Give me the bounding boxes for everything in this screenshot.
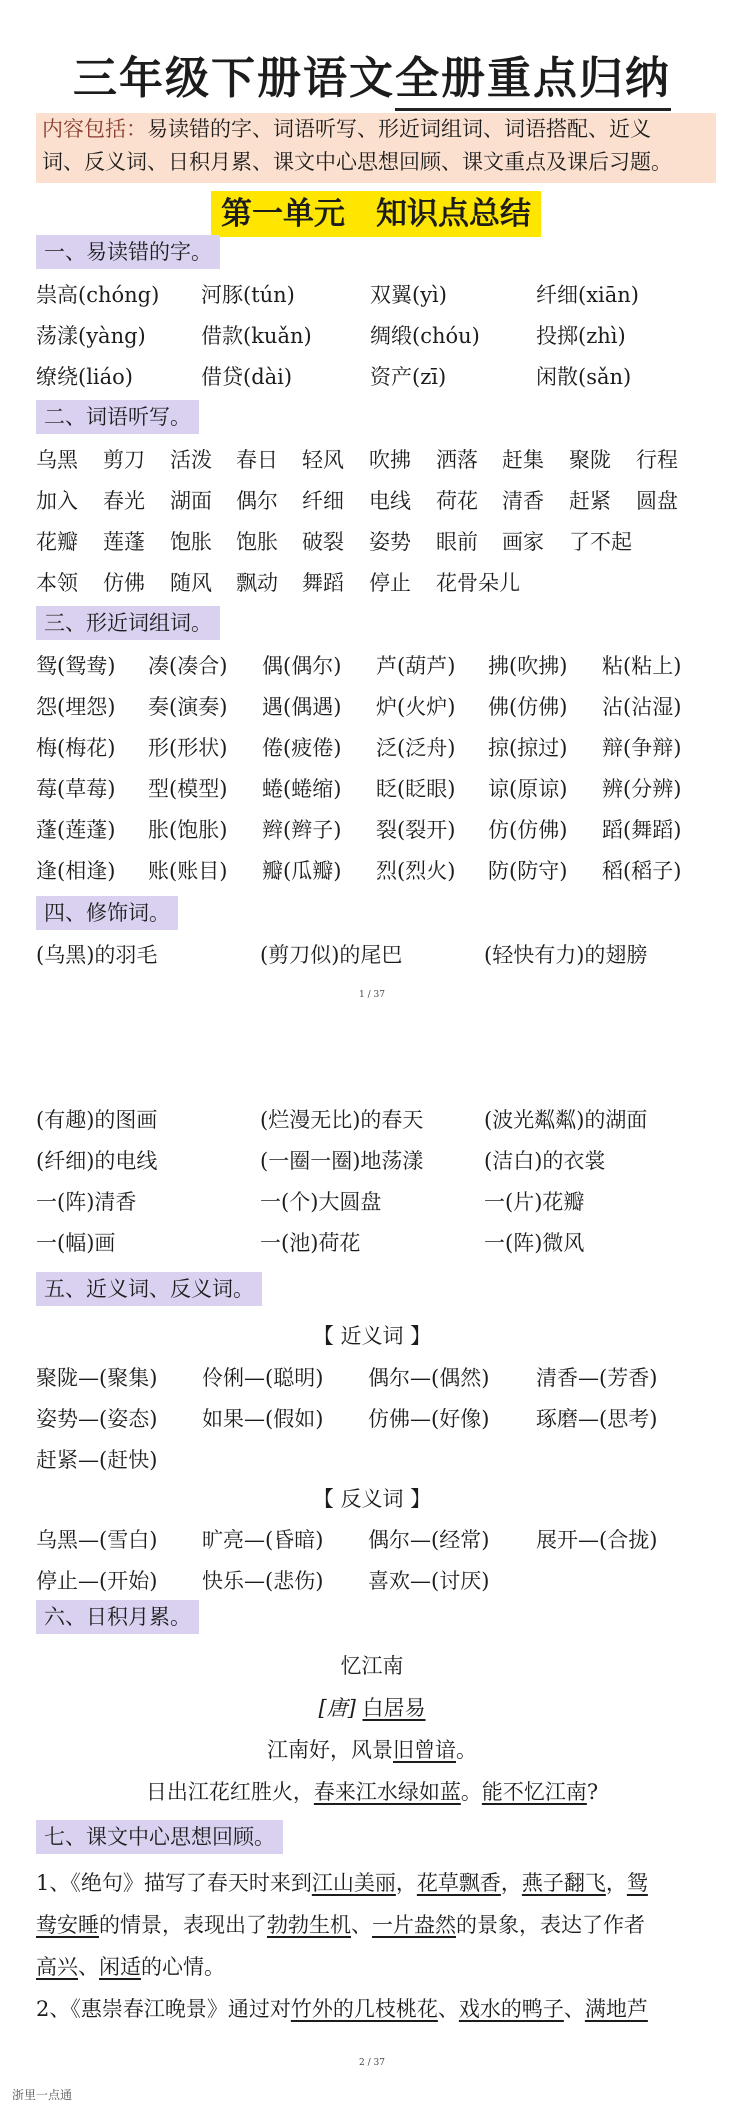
summary-text: 2、《惠崇春江晚景》通过对 (36, 1997, 291, 2021)
synonym-row (36, 1405, 716, 1433)
similar-word: 烈(烈火) (376, 859, 456, 883)
summary-text: 的心情。 (141, 1955, 225, 1979)
dictation-word: 花瓣 (36, 530, 78, 554)
synonym-pair: 清香—(芳香) (536, 1366, 658, 1390)
similar-word: 遇(偶遇) (262, 695, 342, 719)
pinyin-row (36, 281, 716, 309)
similar-word: 倦(疲倦) (262, 736, 342, 760)
poem-text: 日出江花红胜火， (145, 1780, 314, 1804)
summary-underlined: 竹外的几枝桃花 (290, 1997, 438, 2021)
synonym-pair: 伶俐—(聪明) (202, 1366, 324, 1390)
antonym-pair: 旷亮—(昏暗) (202, 1528, 324, 1552)
modifier-phrase: 一(池)荷花 (260, 1231, 361, 1255)
summary-text: ， (605, 1871, 627, 1895)
modifier-phrase: 一(幅)画 (36, 1231, 116, 1255)
dictation-word: 停止 (369, 571, 411, 595)
summary-text: 的情景，表现出了 (99, 1913, 267, 1937)
modifier-phrase: (乌黑)的羽毛 (36, 943, 158, 967)
summary-line (36, 1988, 716, 2030)
dictation-word: 饱胀 (170, 530, 212, 554)
intro-line2: 词、反义词、日积月累、课文中心思想回顾、课文重点及课后习题。 (42, 150, 672, 174)
pinyin-row (36, 363, 716, 391)
summary-line (36, 1862, 716, 1904)
section-heading-2: 二、词语听写。 (36, 400, 199, 434)
similar-word: 掠(掠过) (488, 736, 568, 760)
dictation-word: 偶尔 (236, 489, 278, 513)
antonym-pair: 偶尔—(经常) (368, 1528, 490, 1552)
similar-word: 胀(饱胀) (148, 818, 228, 842)
dictation-word: 姿势 (369, 530, 411, 554)
dictation-word: 随风 (170, 571, 212, 595)
antonym-pair: 停止—(开始) (36, 1569, 158, 1593)
dictation-word: 洒落 (436, 448, 478, 472)
dictation-word: 破裂 (302, 530, 344, 554)
poem-underlined: 旧曾谙 (393, 1738, 456, 1762)
pinyin-row (36, 322, 716, 350)
antonym-row (36, 1567, 716, 1595)
similar-row (36, 816, 716, 844)
similar-word: 辫(辫子) (262, 818, 342, 842)
similar-word: 形(形状) (148, 736, 228, 760)
summary-underlined: 满地芦 (584, 1997, 648, 2021)
similar-word: 炉(火炉) (376, 695, 456, 719)
section-heading-4: 四、修饰词。 (36, 896, 178, 930)
dictation-word: 飘动 (236, 571, 278, 595)
similar-row (36, 857, 716, 885)
poem-text: ? (586, 1780, 599, 1804)
section-heading-5: 五、近义词、反义词。 (36, 1272, 262, 1306)
summary-underlined: 鸯安睡 (36, 1913, 99, 1937)
similar-word: 奏(演奏) (148, 695, 228, 719)
dictation-word: 湖面 (170, 489, 212, 513)
similar-word: 梅(梅花) (36, 736, 116, 760)
similar-word: 怨(埋怨) (36, 695, 116, 719)
content-summary-box (36, 113, 716, 183)
similar-word: 蓬(莲蓬) (36, 818, 116, 842)
pinyin-word: 河豚(tún) (201, 283, 295, 307)
title-part-b: 全册重点归纳 (395, 42, 671, 111)
poem-text: 江南好，风景 (267, 1738, 393, 1762)
summary-text: 、 (78, 1955, 99, 1979)
modifier-row (36, 941, 716, 969)
poem-byline (0, 1692, 744, 1722)
page-number-1: 1 / 37 (359, 990, 385, 1000)
dictation-row (36, 446, 716, 474)
similar-word: 鸳(鸳鸯) (36, 654, 116, 678)
section-heading-6: 六、日积月累。 (36, 1600, 199, 1634)
similar-word: 泛(泛舟) (376, 736, 456, 760)
synonym-row (36, 1364, 716, 1392)
poem-text: 。 (460, 1780, 482, 1804)
similar-word: 沾(沾湿) (602, 695, 682, 719)
synonym-pair: 如果—(假如) (202, 1407, 324, 1431)
poem-underlined: 春来江水绿如蓝 (313, 1780, 461, 1804)
section-heading-7: 七、课文中心思想回顾。 (36, 1820, 283, 1854)
dictation-word: 赶紧 (569, 489, 611, 513)
synonym-pair: 赶紧—(赶快) (36, 1448, 158, 1472)
poem-author: 白居易 (362, 1696, 426, 1720)
dictation-word: 加入 (36, 489, 78, 513)
similar-word: 粘(粘上) (602, 654, 682, 678)
modifier-phrase: (洁白)的衣裳 (484, 1149, 606, 1173)
pinyin-word: 借款(kuǎn) (201, 324, 312, 348)
dictation-word: 荷花 (436, 489, 478, 513)
antonyms-heading: 【 反义词 】 (312, 1487, 432, 1511)
pinyin-word: 缭绕(liáo) (36, 365, 133, 389)
summary-line (36, 1904, 716, 1946)
pinyin-word: 祟高(chóng) (36, 283, 160, 307)
similar-row (36, 693, 716, 721)
pinyin-word: 投掷(zhì) (536, 324, 626, 348)
title-part-a: 三年级下册语文 (73, 53, 395, 104)
summary-text: 、 (437, 1997, 459, 2021)
dictation-word: 莲蓬 (103, 530, 145, 554)
dictation-word: 眼前 (436, 530, 478, 554)
summary-underlined: 戏水的鸭子 (458, 1997, 564, 2021)
unit-banner: 第一单元 知识点总结 (211, 191, 541, 237)
similar-row (36, 652, 716, 680)
modifier-phrase: 一(阵)微风 (484, 1231, 585, 1255)
modifier-phrase: 一(片)花瓣 (484, 1190, 585, 1214)
summary-text: 、 (351, 1913, 372, 1937)
dictation-word: 了不起 (569, 530, 632, 554)
dictation-word: 吹拂 (369, 448, 411, 472)
summary-underlined: 一片盎然 (372, 1913, 456, 1937)
dictation-word: 电线 (369, 489, 411, 513)
modifier-row (36, 1229, 716, 1257)
footer-watermark: 浙里一点通 (12, 2088, 73, 2102)
synonyms-heading: 【 近义词 】 (312, 1324, 432, 1348)
similar-word: 辩(争辩) (602, 736, 682, 760)
synonym-pair: 聚陇—(聚集) (36, 1366, 158, 1390)
dictation-word: 本领 (36, 571, 78, 595)
summary-text: 、 (563, 1997, 585, 2021)
similar-word: 辨(分辨) (602, 777, 682, 801)
antonym-pair: 展开—(合拢) (536, 1528, 658, 1552)
antonym-row (36, 1526, 716, 1554)
section-heading-1: 一、易读错的字。 (36, 235, 220, 269)
antonym-pair: 快乐—(悲伤) (202, 1569, 324, 1593)
dictation-word: 剪刀 (103, 448, 145, 472)
dictation-word: 清香 (502, 489, 544, 513)
modifier-phrase: (烂漫无比)的春天 (260, 1108, 424, 1132)
modifier-row (36, 1106, 716, 1134)
dictation-word: 舞蹈 (302, 571, 344, 595)
similar-word: 芦(葫芦) (376, 654, 456, 678)
poem-underlined: 能不忆江南 (481, 1780, 587, 1804)
modifier-phrase: (一圈一圈)地荡漾 (260, 1149, 424, 1173)
summary-underlined: 燕子翻飞 (521, 1871, 606, 1895)
synonym-pair: 偶尔—(偶然) (368, 1366, 490, 1390)
similar-word: 裂(裂开) (376, 818, 456, 842)
similar-word: 防(防守) (488, 859, 568, 883)
dictation-word: 纤细 (302, 489, 344, 513)
dictation-word: 乌黑 (36, 448, 78, 472)
dictation-word: 花骨朵儿 (436, 571, 520, 595)
intro-line1: 易读错的字、词语听写、形近词组词、词语搭配、近义 (147, 117, 651, 141)
dictation-word: 圆盘 (636, 489, 678, 513)
dictation-word: 赶集 (502, 448, 544, 472)
pinyin-word: 闲散(sǎn) (536, 365, 632, 389)
similar-word: 蜷(蜷缩) (262, 777, 342, 801)
modifier-row (36, 1188, 716, 1216)
modifier-phrase: (轻快有力)的翅膀 (484, 943, 648, 967)
dictation-word: 饱胀 (236, 530, 278, 554)
dictation-word: 画家 (502, 530, 544, 554)
synonym-pair: 姿势—(姿态) (36, 1407, 158, 1431)
modifier-phrase: (有趣)的图画 (36, 1108, 158, 1132)
dictation-word: 聚陇 (569, 448, 611, 472)
similar-word: 佛(仿佛) (488, 695, 568, 719)
synonym-row (36, 1446, 716, 1474)
pinyin-word: 双翼(yì) (370, 283, 447, 307)
pinyin-word: 资产(zī) (370, 365, 447, 389)
section-heading-3: 三、形近词组词。 (36, 606, 220, 640)
dictation-row (36, 569, 716, 597)
poem-dynasty: [唐] (318, 1696, 356, 1720)
similar-row (36, 734, 716, 762)
modifier-phrase: (波光粼粼)的湖面 (484, 1108, 648, 1132)
dictation-row (36, 528, 716, 556)
antonym-pair: 乌黑—(雪白) (36, 1528, 158, 1552)
similar-word: 账(账目) (148, 859, 228, 883)
summary-paragraph-1 (36, 1862, 716, 2030)
summary-line (36, 1946, 716, 1988)
modifier-phrase: (纤细)的电线 (36, 1149, 158, 1173)
dictation-word: 春光 (103, 489, 145, 513)
summary-text: 1、《绝句》描写了春天时来到 (36, 1871, 312, 1895)
synonym-pair: 琢磨—(思考) (536, 1407, 658, 1431)
modifier-phrase: (剪刀似)的尾巴 (260, 943, 403, 967)
similar-word: 稻(稻子) (602, 859, 682, 883)
dictation-word: 春日 (236, 448, 278, 472)
poem-title: 忆江南 (340, 1654, 404, 1678)
intro-label: 内容包括： (42, 117, 147, 141)
summary-text: ， (500, 1871, 522, 1895)
summary-underlined: 花草飘香 (416, 1871, 501, 1895)
similar-word: 仿(仿佛) (488, 818, 568, 842)
poem-text: 。 (456, 1738, 477, 1762)
antonym-pair: 喜欢—(讨厌) (368, 1569, 490, 1593)
pinyin-word: 借贷(dài) (201, 365, 293, 389)
similar-word: 谅(原谅) (488, 777, 568, 801)
page-title (0, 42, 744, 111)
similar-row (36, 775, 716, 803)
dictation-word: 行程 (636, 448, 678, 472)
summary-text: ， (395, 1871, 417, 1895)
modifier-phrase: 一(阵)清香 (36, 1190, 137, 1214)
summary-text: 的景象，表达了作者 (456, 1913, 645, 1937)
dictation-word: 活泼 (170, 448, 212, 472)
similar-word: 型(模型) (148, 777, 228, 801)
summary-underlined: 鸳 (626, 1871, 648, 1895)
pinyin-word: 纤细(xiān) (536, 283, 639, 307)
similar-word: 逢(相逢) (36, 859, 116, 883)
modifier-row (36, 1147, 716, 1175)
modifier-phrase: 一(个)大圆盘 (260, 1190, 382, 1214)
similar-word: 瓣(瓜瓣) (262, 859, 342, 883)
summary-underlined: 闲适 (99, 1955, 141, 1979)
pinyin-word: 荡漾(yàng) (36, 324, 146, 348)
synonym-pair: 仿佛—(好像) (368, 1407, 490, 1431)
dictation-row (36, 487, 716, 515)
similar-word: 偶(偶尔) (262, 654, 342, 678)
dictation-word: 仿佛 (103, 571, 145, 595)
poem-line-1 (0, 1734, 744, 1764)
dictation-word: 轻风 (302, 448, 344, 472)
similar-word: 莓(草莓) (36, 777, 116, 801)
similar-word: 蹈(舞蹈) (602, 818, 682, 842)
summary-underlined: 江山美丽 (311, 1871, 396, 1895)
pinyin-word: 绸缎(chóu) (370, 324, 480, 348)
poem-line-2 (0, 1776, 744, 1806)
similar-word: 凑(凑合) (148, 654, 228, 678)
summary-underlined: 勃勃生机 (267, 1913, 351, 1937)
similar-word: 拂(吹拂) (488, 654, 568, 678)
similar-word: 眨(眨眼) (376, 777, 456, 801)
page-number-2: 2 / 37 (359, 2058, 385, 2068)
summary-underlined: 高兴 (36, 1955, 78, 1979)
